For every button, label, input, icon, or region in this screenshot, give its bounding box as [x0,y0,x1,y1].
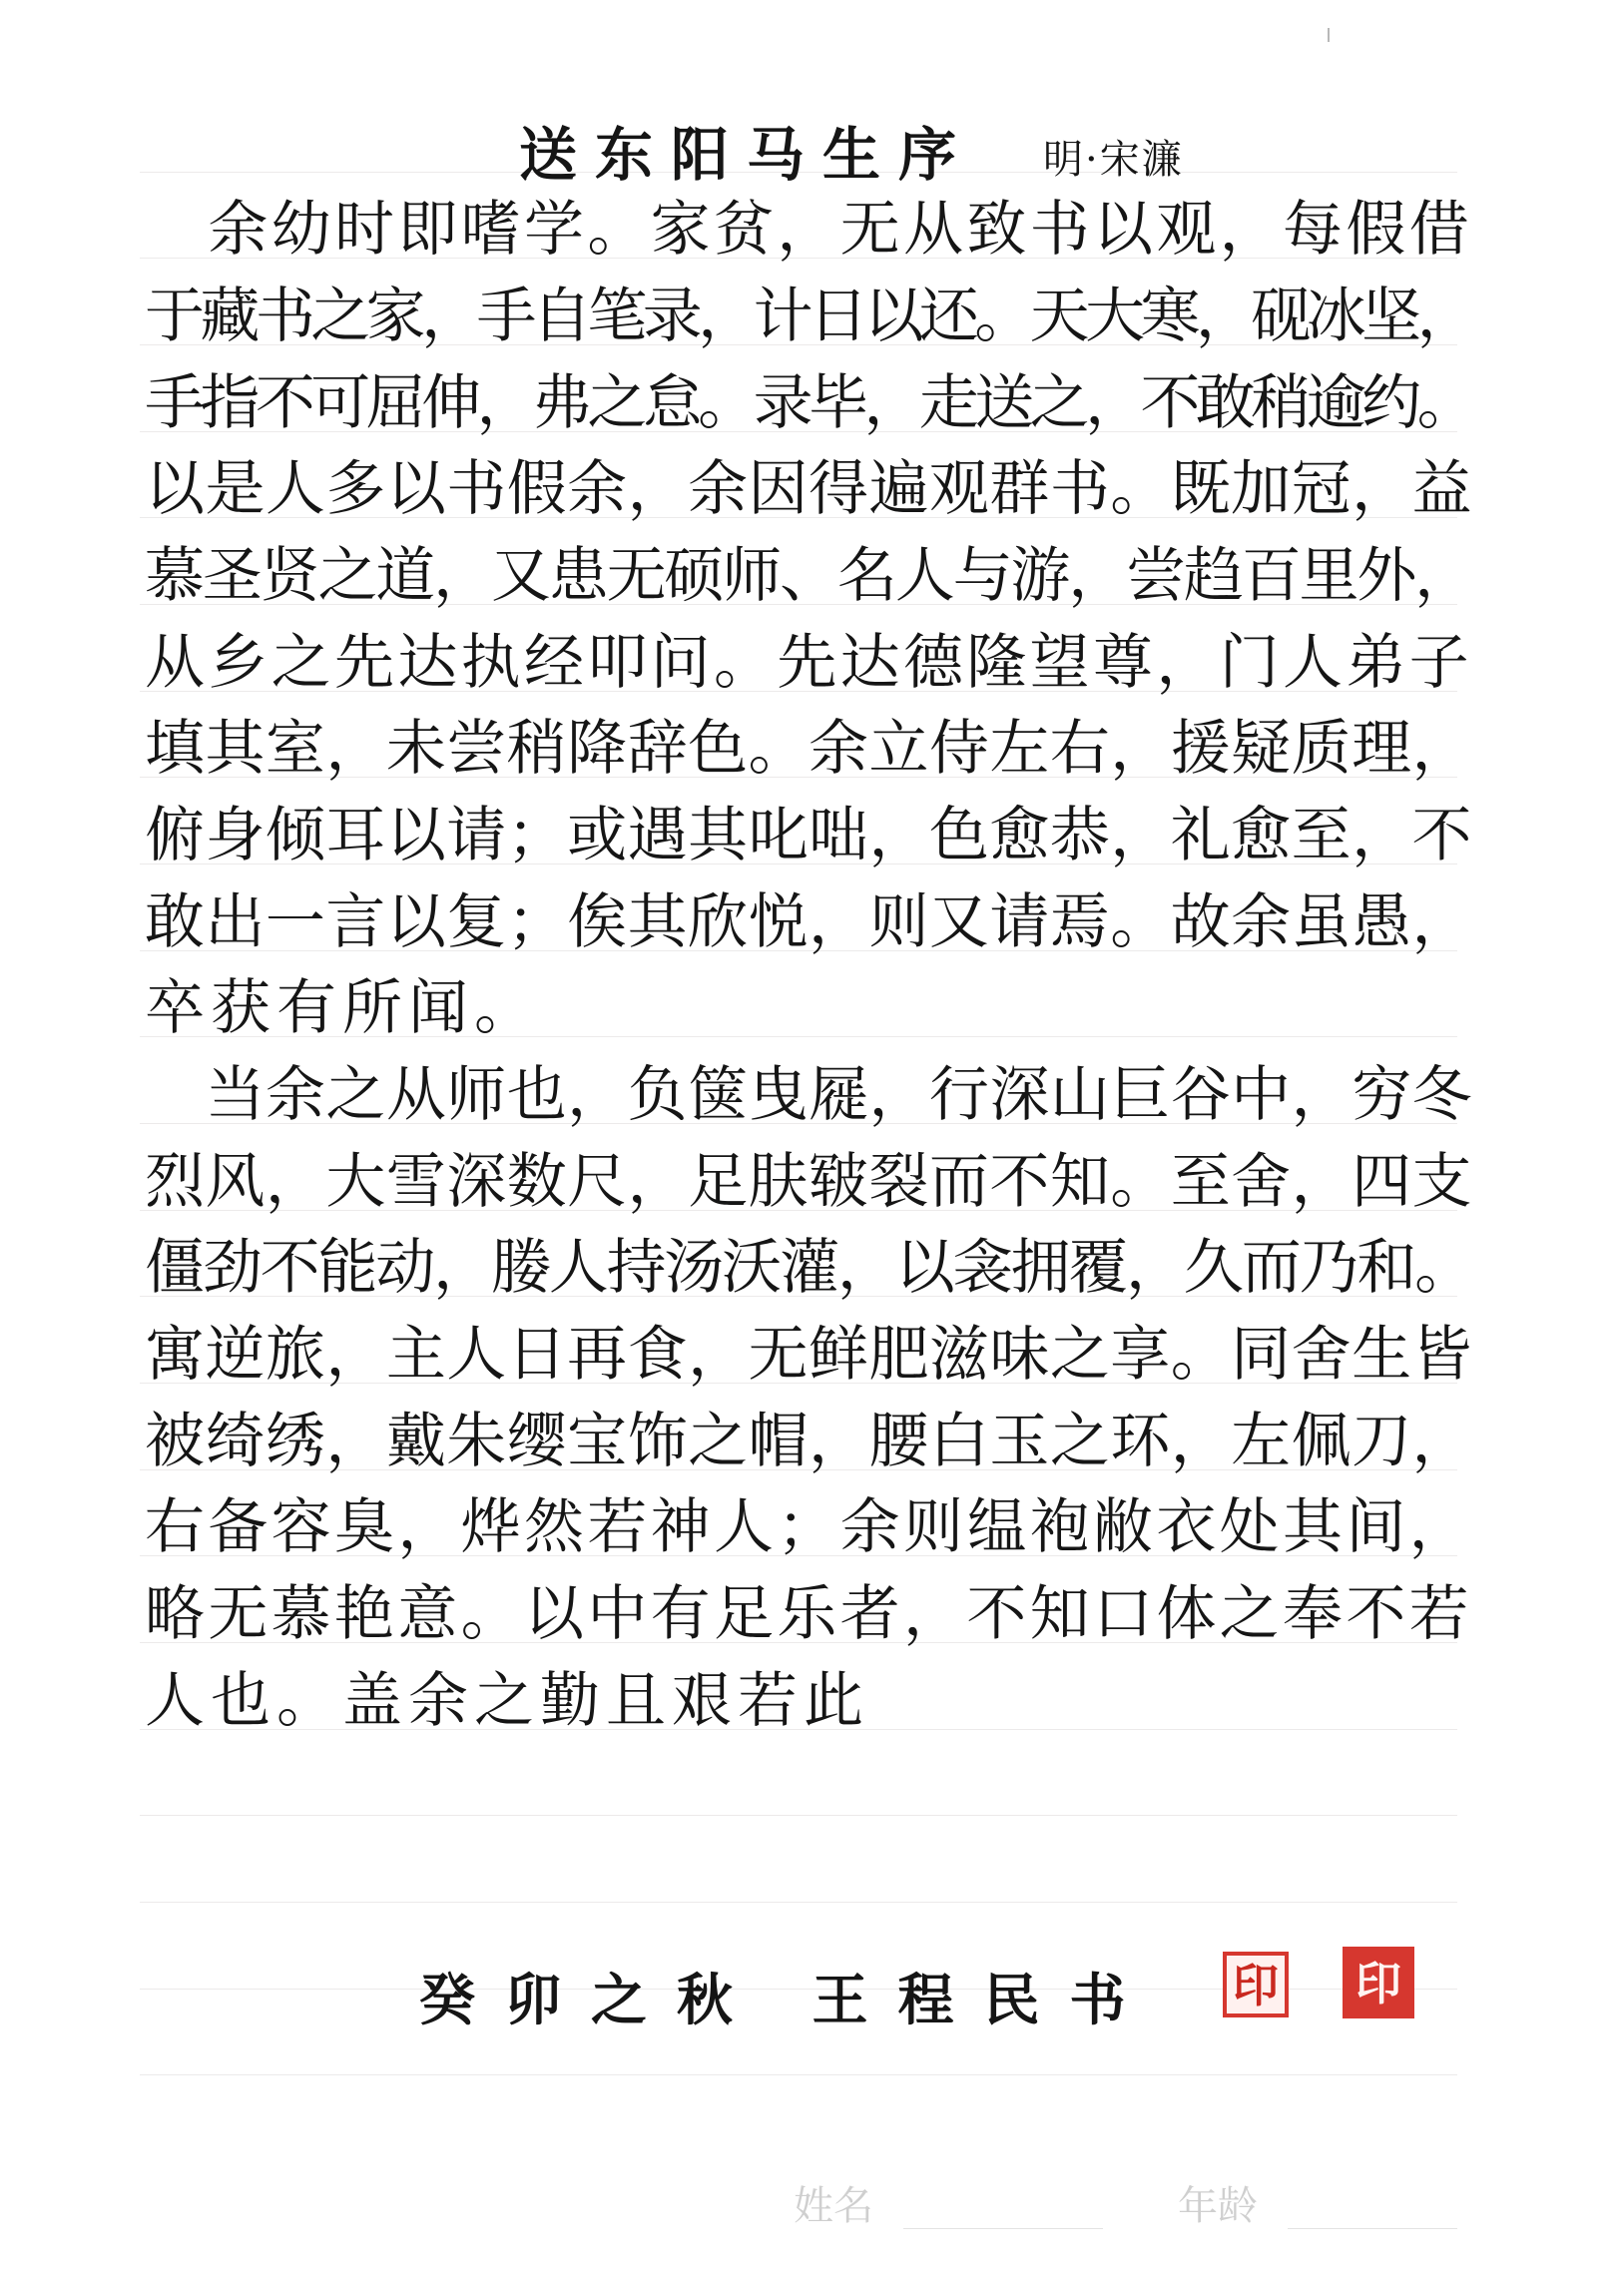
text-line: 余幼时即嗜学。家贫，无从致书以观，每假借 [145,195,1472,265]
signature: 癸卯之秋 王程民书 [419,1968,1156,2033]
text-line: 俯身倾耳以请；或遇其叱咄，色愈恭，礼愈至，不 [145,801,1472,870]
text-line: 人也。盖余之勤且艰若此 [145,1666,869,1736]
text-line: 敢出一言以复；俟其欣悦，则又请焉。故余虽愚， [145,887,1472,957]
name-field-label: 姓名 [794,2183,873,2229]
text-line: 寓逆旅，主人日再食，无鲜肥滋味之享。同舍生皆 [145,1320,1472,1390]
ruled-line [140,1815,1457,1816]
text-line: 卒获有所闻。 [145,973,540,1043]
ruled-line [140,1902,1457,1903]
text-line: 以是人多以书假余，余因得遍观群书。既加冠，益 [145,454,1472,524]
text-line: 从乡之先达执经叩问。先达德隆望尊，门人弟子 [145,628,1472,698]
ruled-line [140,2074,1457,2075]
age-field-label: 年龄 [1178,2183,1258,2229]
text-line: 烈风，大雪深数尺，足肤皲裂而不知。至舍，四支 [145,1147,1472,1217]
name-field-line [903,2228,1103,2229]
age-field-line [1288,2228,1457,2229]
studio-seal-icon: 印 [1343,1947,1414,2018]
text-line: 右备容臭，烨然若神人；余则缊袍敝衣处其间， [145,1492,1472,1562]
text-line: 填其室，未尝稍降辞色。余立侍左右，援疑质理， [145,714,1472,784]
text-line: 慕圣贤之道，又患无硕师、名人与游，尝趋百里外， [145,541,1472,611]
text-line: 略无慕艳意。以中有足乐者，不知口体之奉不若 [145,1579,1472,1649]
text-line: 于藏书之家，手自笔录，计日以还。天大寒，砚冰坚， [145,282,1472,351]
text-line: 僵劲不能动，媵人持汤沃灌，以衾拥覆，久而乃和。 [145,1233,1472,1303]
text-line: 手指不可屈伸，弗之怠。录毕，走送之，不敢稍逾约。 [145,368,1472,438]
paper-speck [1328,28,1330,42]
name-seal-icon: 印 [1223,1952,1289,2017]
text-line: 被绮绣，戴朱缨宝饰之帽，腰白玉之环，左佩刀， [145,1407,1472,1476]
text-line: 当余之从师也，负箧曳屣，行深山巨谷中，穷冬 [145,1060,1472,1130]
poem-author: 明·宋濂 [1043,137,1184,183]
poem-title: 送东阳马生序 [519,121,975,189]
